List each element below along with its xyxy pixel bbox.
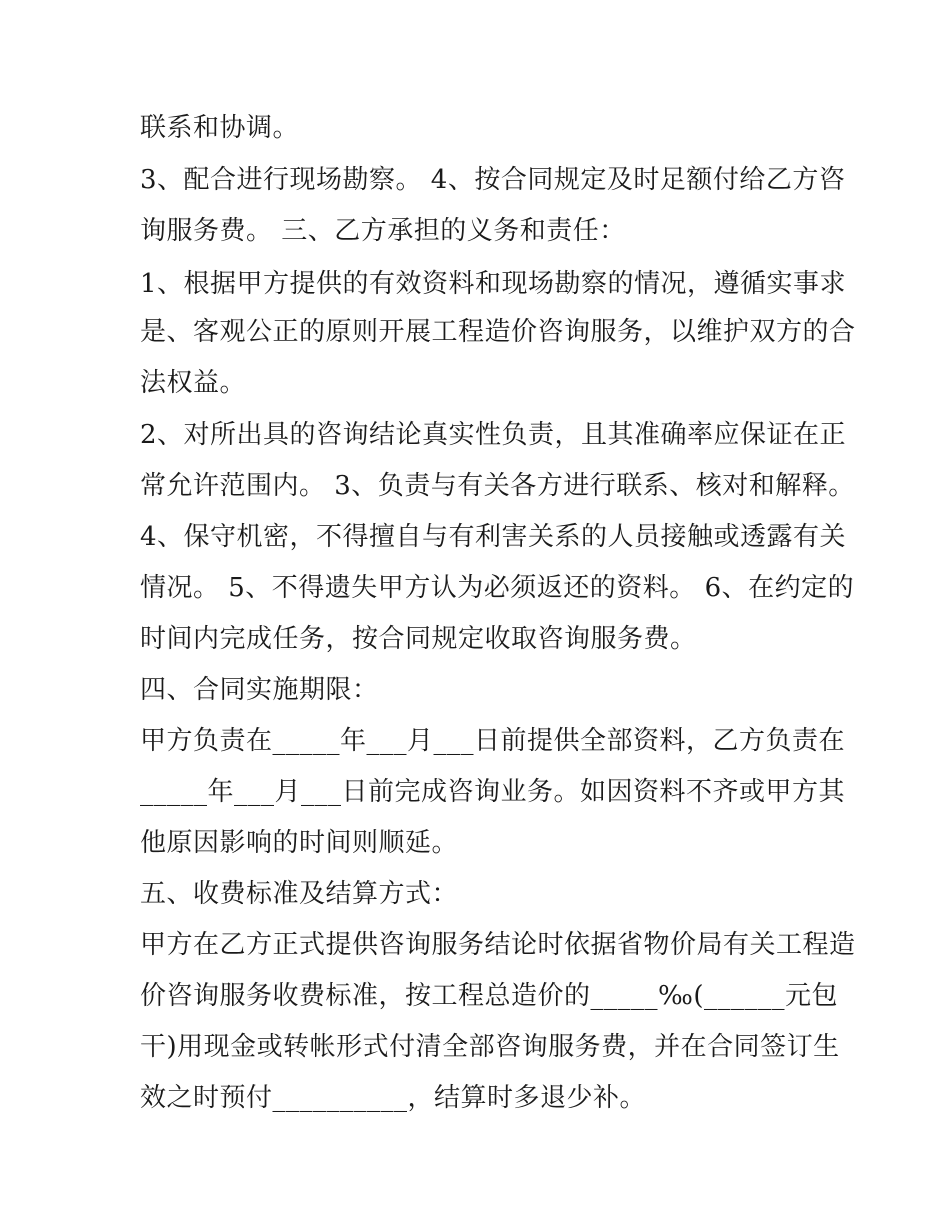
text-line: 甲方负责在_____年___月___日前提供全部资料，乙方负责在 (140, 726, 846, 756)
text-line: 2、对所出具的咨询结论真实性负责，且其准确率应保证在正 (140, 420, 847, 450)
section-heading: 四、合同实施期限： (140, 675, 379, 705)
text-line: 4、保守机密，不得擅自与有利害关系的人员接触或透露有关 (140, 522, 847, 552)
text-line: 常允许范围内。 3、负责与有关各方进行联系、核对和解释。 (140, 471, 855, 501)
text-line: 法权益。 (140, 368, 247, 398)
text-line: 询服务费。 三、乙方承担的义务和责任： (140, 216, 626, 246)
text-line: 效之时预付__________，结算时多退少补。 (140, 1083, 647, 1113)
text-line: 1、根据甲方提供的有效资料和现场勘察的情况，遵循实事求 (140, 269, 847, 299)
text-line: 情况。 5、不得遗失甲方认为必须返还的资料。 6、在约定的 (140, 573, 855, 603)
text-line: 他原因影响的时间则顺延。 (140, 828, 459, 858)
text-line: 时间内完成任务，按合同规定收取咨询服务费。 (140, 624, 697, 654)
section-heading: 五、收费标准及结算方式： (140, 879, 459, 909)
text-line: 价咨询服务收费标准，按工程总造价的_____‰(______元包 (140, 981, 839, 1011)
text-line: 联系和协调。 (140, 113, 300, 143)
text-line: 3、配合进行现场勘察。 4、按合同规定及时足额付给乙方咨 (140, 165, 846, 195)
text-line: _____年___月___日前完成咨询业务。如因资料不齐或甲方其 (140, 777, 846, 807)
text-line: 是、客观公正的原则开展工程造价咨询服务，以维护双方的合 (140, 317, 856, 347)
text-line: 干)用现金或转帐形式付清全部咨询服务费，并在合同签订生 (140, 1032, 840, 1062)
text-line: 甲方在乙方正式提供咨询服务结论时依据省物价局有关工程造 (140, 930, 856, 960)
